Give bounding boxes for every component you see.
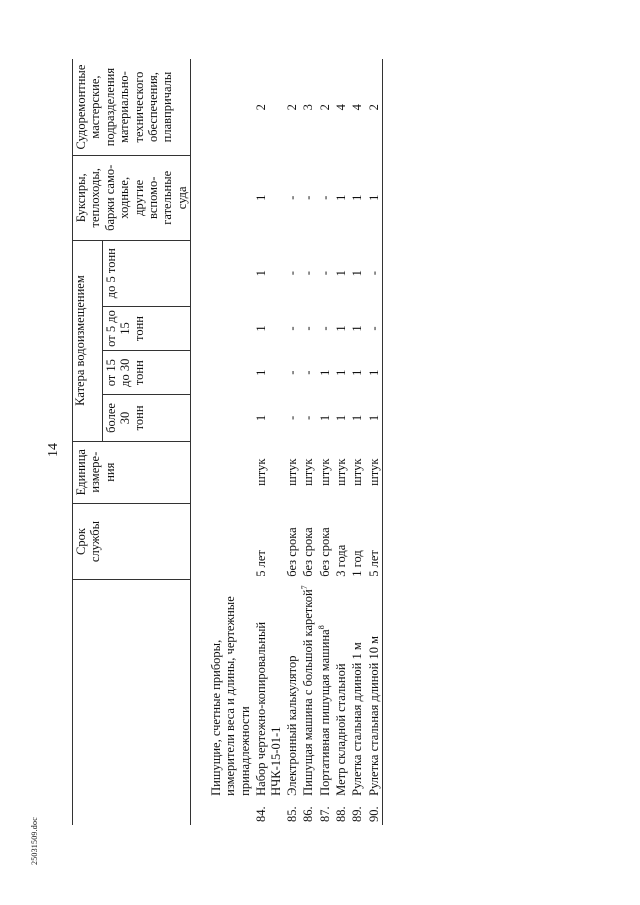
row-number: 84. [254,806,269,822]
row-number: 85. [284,806,299,822]
cell-boats-15-30: - [284,370,299,375]
header-tugs: Буксиры, теплоходы, баржи само-ходные, другие вспомо-гательные суда [73,156,191,240]
cell-boats-to5: 1 [254,270,269,277]
cell-tugs: 1 [350,194,365,201]
cell-boats-5-15: 1 [350,325,365,332]
cell-boats-5-15: 1 [254,325,269,332]
cell-unit: штук [284,458,299,486]
item-name: Рулетка стальная длиной 10 м [366,635,381,796]
table-row [317,59,333,825]
cell-unit: штук [366,441,383,503]
item-name: Метр складной стальной [334,663,348,796]
section-title: Пишущие, счетные приборы, измерители веса и длины, чертежные принадлежности [191,580,254,799]
item-name: Пишущая машина с большой кареткой [301,589,316,796]
cell-service-life: 3 года [334,544,348,577]
cell-boats-15-30: 1 [350,369,365,376]
table-row [349,59,365,825]
row-number: 88. [334,806,348,822]
header-boats-more30: более 30 тонн [102,395,191,441]
cell-tugs: 1 [254,194,269,201]
table-row [333,59,349,825]
equipment-table [72,59,383,825]
item-name-cell [333,580,349,799]
cell-unit: штук [334,458,348,486]
item-name: Электронный калькулятор [284,655,299,796]
cell-boats-15-30: 1 [317,369,332,376]
cell-boats-15-30: 1 [334,369,348,376]
row-number: 89. [350,806,365,822]
cell-service-life: без срока [317,527,332,577]
item-name-cell [253,580,284,799]
header-boats-group: Катера водоизмещением [73,240,103,441]
cell-workshops: 4 [334,104,348,111]
cell-unit: штук [301,458,316,486]
cell-boats-to5: 1 [350,270,365,277]
cell-workshops: 2 [284,104,299,111]
cell-unit: штук [350,458,365,486]
cell-boats-more30: 1 [334,414,348,422]
cell-workshops: 2 [366,59,383,156]
cell-tugs: - [317,195,332,200]
cell-boats-5-15: - [301,326,316,331]
cell-workshops: 2 [254,104,269,111]
item-name: Набор чертежно-копировальный НЧК-15-01-1 [254,621,283,796]
cell-workshops: 3 [301,104,316,111]
cell-boats-15-30: 1 [254,369,269,376]
cell-tugs: - [301,195,316,200]
cell-service-life: без срока [301,527,316,577]
cell-tugs: 1 [366,156,383,240]
footnote-mark: 7 [300,585,310,590]
section-row [191,59,254,825]
table-row [284,59,300,825]
row-number: 90. [366,799,383,825]
cell-boats-15-30: 1 [366,351,383,395]
cell-boats-5-15: - [317,326,332,331]
table-row [300,59,316,825]
cell-service-life: 5 лет [254,550,269,577]
header-row-1 [73,59,103,825]
cell-workshops: 2 [317,104,332,111]
cell-boats-more30: - [284,415,299,421]
header-workshops: Судоремонтные мастерские, подразделения материально-технического обеспечения, плавпричалы [73,59,191,156]
row-number: 87. [317,806,332,822]
cell-workshops: 4 [350,104,365,111]
cell-boats-to5: 1 [334,270,348,277]
cell-boats-5-15: - [366,306,383,350]
item-name-cell [317,580,333,799]
cell-boats-more30: 1 [254,414,269,422]
header-unit: Единица измере-ния [73,441,191,503]
cell-unit: штук [317,458,332,486]
cell-boats-to5: - [301,271,316,276]
document-id: 25031509.doc [30,817,39,865]
cell-boats-5-15: 1 [334,325,348,332]
cell-boats-15-30: - [301,370,316,375]
header-boats-15-30: от 15 до 30 тонн [102,351,191,395]
item-name-cell [366,580,383,799]
row-number: 86. [301,806,316,822]
table-row [253,59,284,825]
footnote-mark: 8 [316,625,326,630]
cell-boats-to5: - [317,271,332,276]
item-name-cell [284,580,300,799]
item-name-cell [349,580,365,799]
cell-unit: штук [254,458,269,486]
table-body [253,59,383,825]
cell-tugs: 1 [334,194,348,201]
item-name: Портативная пишущая машина [317,629,332,796]
header-service-life: Срок службы [73,503,191,579]
cell-boats-more30: 1 [350,414,365,422]
cell-boats-5-15: - [284,326,299,331]
page-number: 14 [46,443,61,457]
cell-boats-more30: 1 [317,414,332,422]
cell-tugs: - [284,195,299,200]
item-name-cell [300,580,316,799]
cell-boats-more30: - [301,415,316,421]
header-boats-5-15: от 5 до 15 тонн [102,306,191,350]
cell-boats-to5: - [366,240,383,306]
table-row [366,59,383,825]
header-boats-to5: до 5 тонн [102,240,191,306]
cell-service-life: 5 лет [366,503,383,579]
cell-boats-to5: - [284,271,299,276]
cell-service-life: 1 год [350,550,365,577]
cell-service-life: без срока [284,527,299,577]
item-name: Рулетка стальная длиной 1 м [350,642,365,796]
cell-boats-more30: 1 [366,395,383,441]
